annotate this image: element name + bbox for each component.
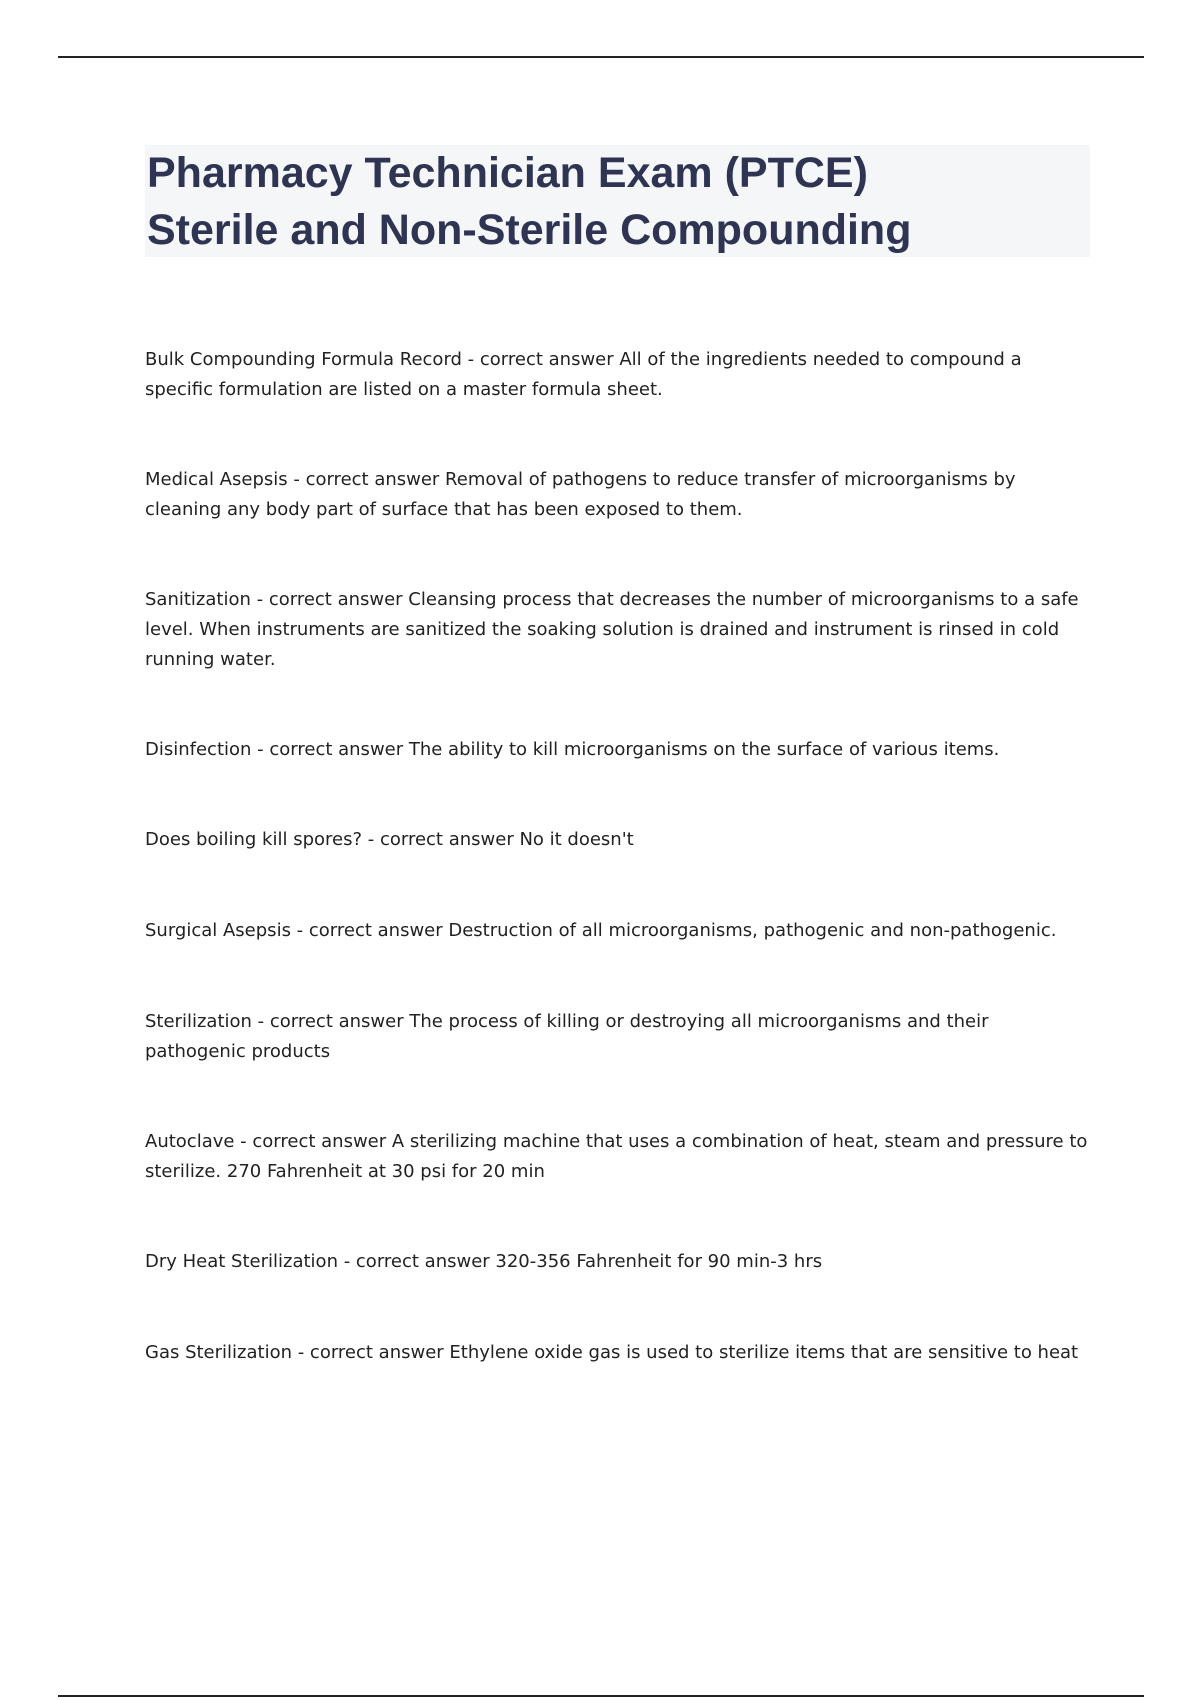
qa-entry-dry-heat: Dry Heat Sterilization - correct answer 320-356 Fahrenheit for 90 min-3 hrs [145,1251,823,1272]
bottom-divider [58,1695,1144,1697]
qa-entry-medical-asepsis: Medical Asepsis - correct answer Removal of pathogens to reduce transfer of microorganisms by cleaning any body part of surface that has been exposed to them. [145,469,1016,520]
qa-entry-boiling-spores: Does boiling kill spores? - correct answer No it doesn't [145,829,634,850]
top-divider [58,56,1144,58]
qa-entry-surgical-asepsis: Surgical Asepsis - correct answer Destruction of all microorganisms, pathogenic and non-pathogenic. [145,920,1057,941]
qa-entry-sterilization: Sterilization - correct answer The process of killing or destroying all microorganisms and their pathogenic products [145,1011,989,1062]
page-title-line-2: Sterile and Non-Sterile Compounding [147,206,912,254]
qa-entry-sanitization: Sanitization - correct answer Cleansing process that decreases the number of microorganisms to a safe level. When instruments are sanitized the soaking solution is drained and instrument is rinsed in cold running water. [145,589,1079,670]
qa-entry-bulk-compounding: Bulk Compounding Formula Record - correct answer All of the ingredients needed to compound a specific formulation are listed on a master formula sheet. [145,349,1022,400]
qa-entry-autoclave: Autoclave - correct answer A sterilizing machine that uses a combination of heat, steam and pressure to sterilize. 270 Fahrenheit at 30 psi for 20 min [145,1131,1088,1182]
qa-entry-disinfection: Disinfection - correct answer The ability to kill microorganisms on the surface of various items. [145,739,1000,760]
page-title-line-1: Pharmacy Technician Exam (PTCE) [147,149,868,197]
qa-entry-gas-sterilization: Gas Sterilization - correct answer Ethylene oxide gas is used to sterilize items that are sensitive to heat [145,1342,1079,1363]
